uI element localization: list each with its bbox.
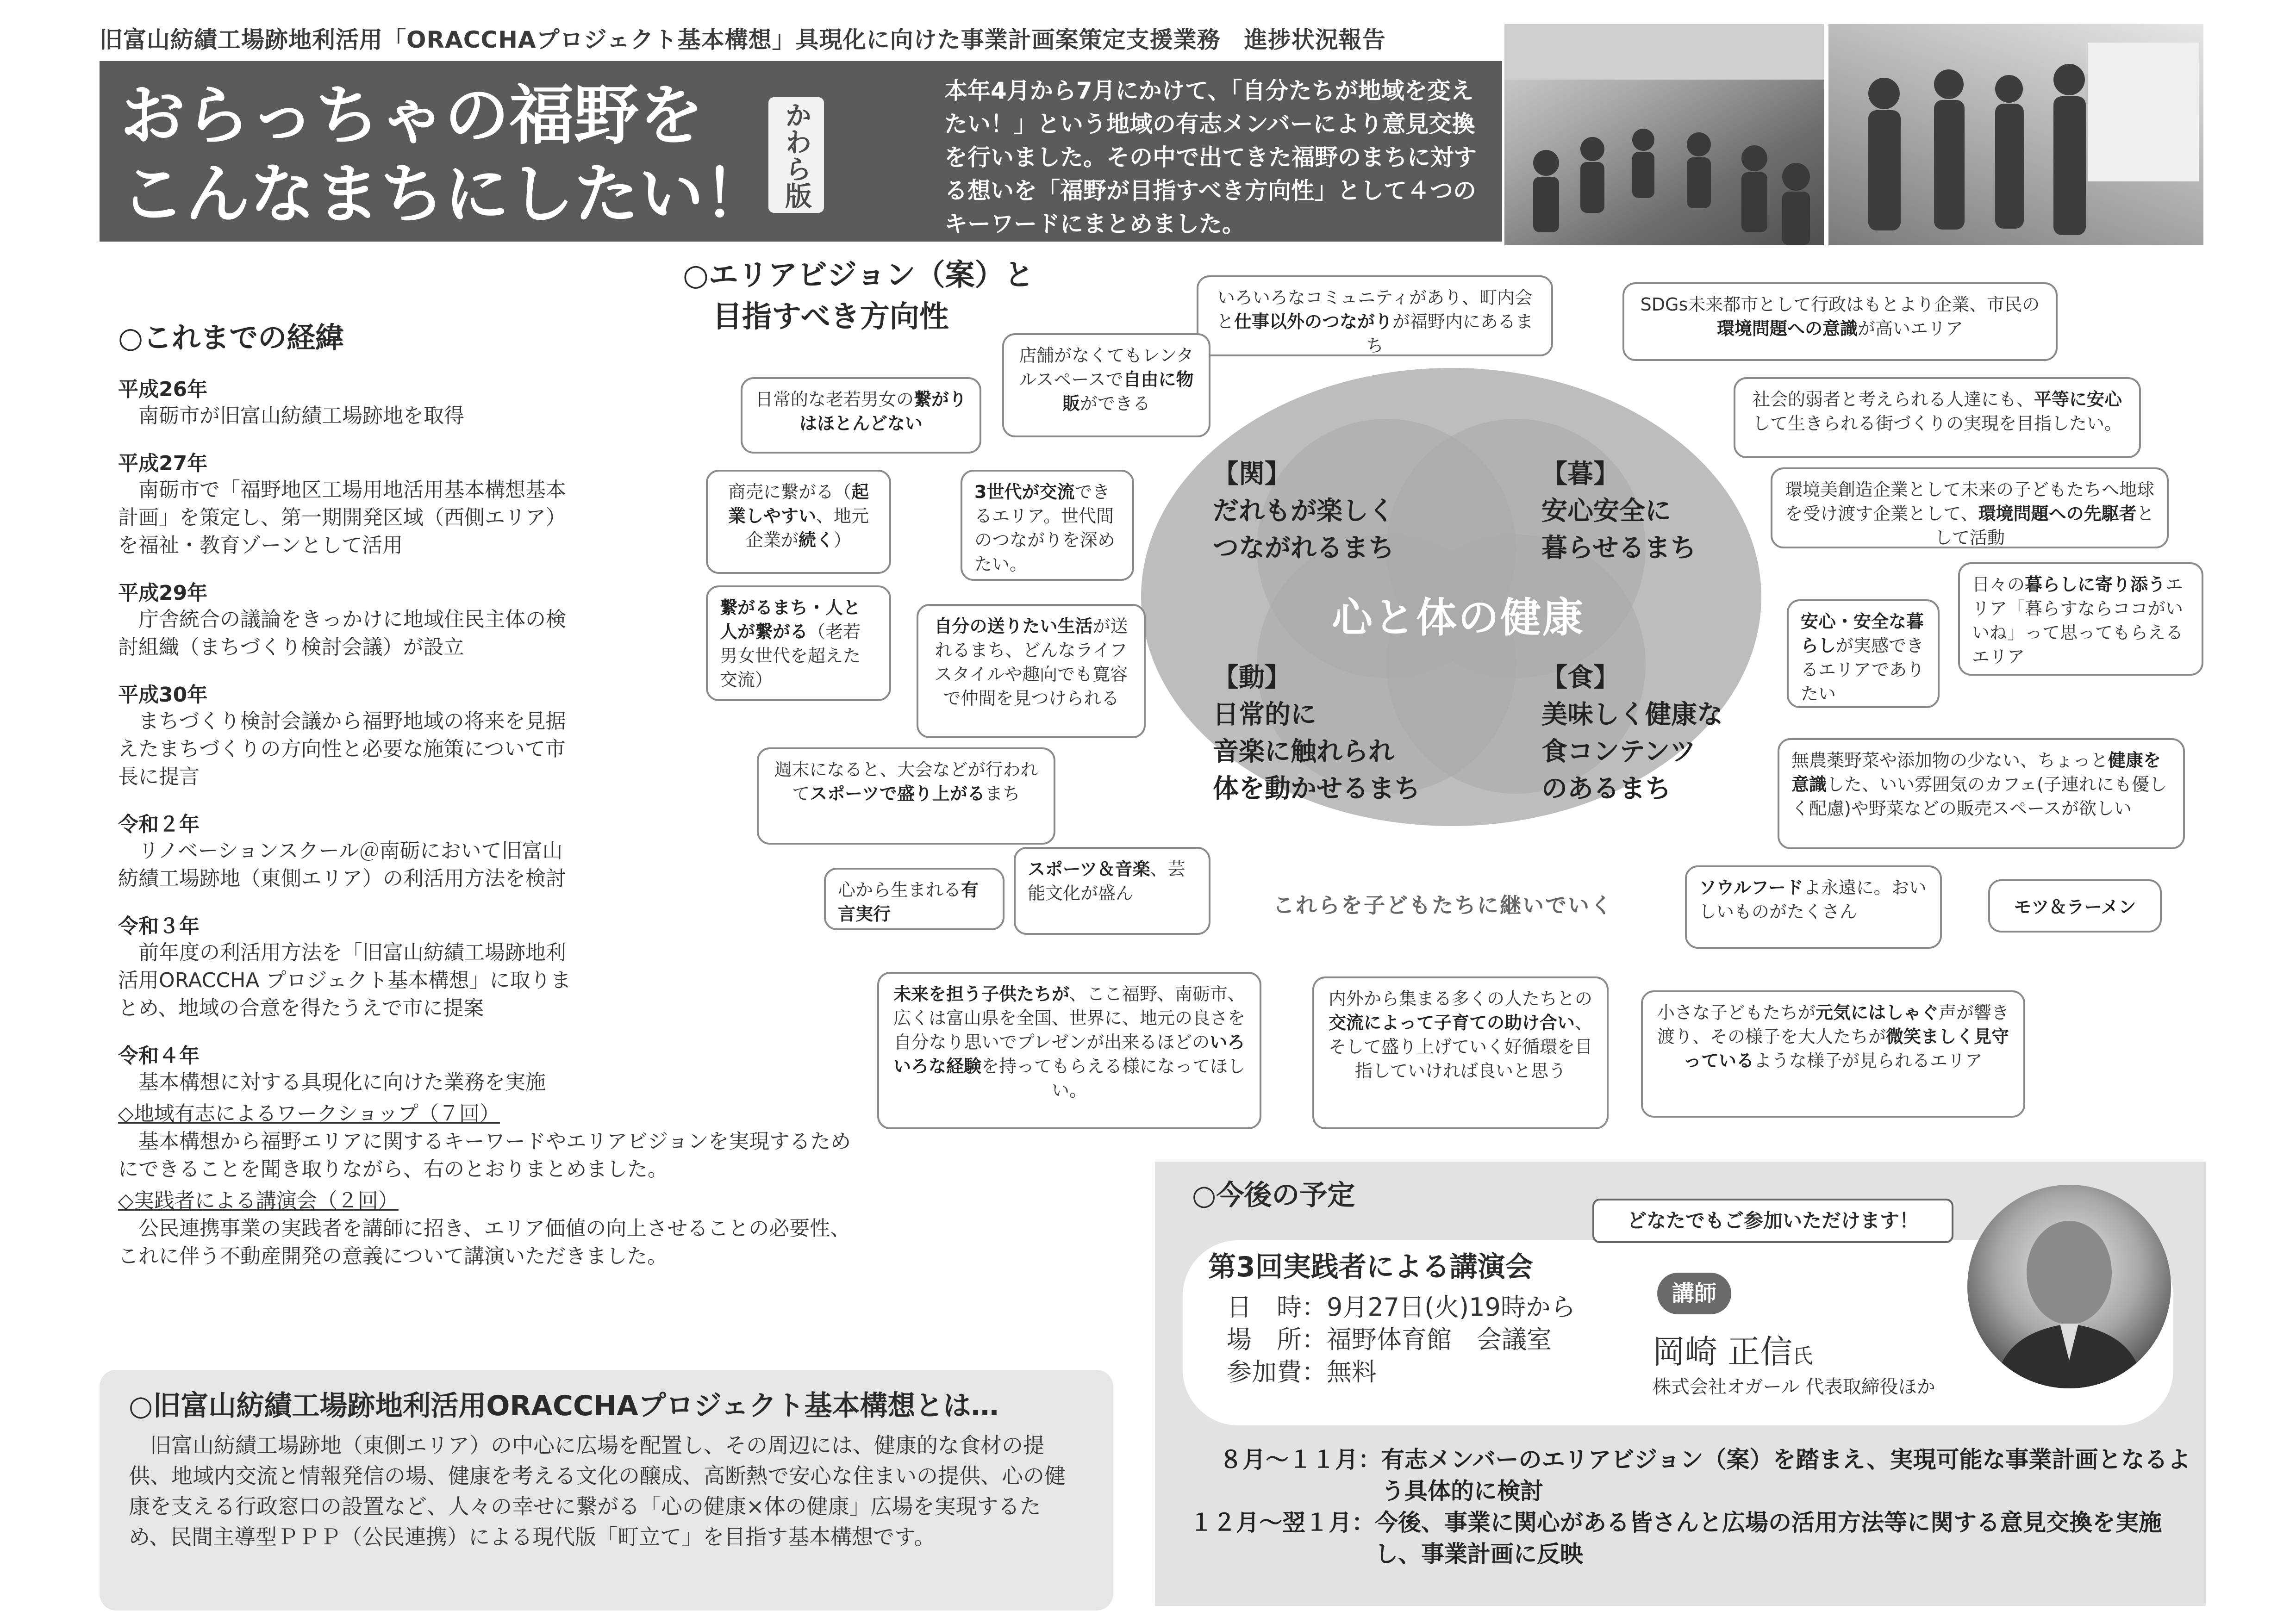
quadrant-tag: 【食】 [1541, 663, 1619, 693]
about-body: 旧富山紡績工場跡地（東側エリア）の中心に広場を配置し、その周辺には、健康的な食材の提供、地域内交流と情報発信の場、健康を考える文化の醸成、高断熱で安心な住まいの提供、心の健康を支える行政窓口の設置など、人々の幸せに繋がる「心の健康×体の健康」広場を実現するため、民間主導型ＰＰＰ（公民連携）による現代版「町立て」を目指す基本構想です。 [129, 1433, 1066, 1549]
plan-period: １２月～翌１月： [1190, 1509, 1375, 1536]
quadrant-line: だれもが楽しく [1213, 496, 1394, 526]
lecture-fee [1227, 1356, 1576, 1388]
workshop-photo-figure [1504, 24, 1824, 245]
fee-label: 参加費： [1227, 1357, 1327, 1387]
quadrant-shoku [1541, 659, 1723, 808]
history-text: 庁舎統合の議論をきっかけに地域住民主体の検討組織（まちづくり検討会議）が設立 [118, 608, 566, 659]
about-title: ○旧富山紡績工場跡地利活用ORACCHAプロジェクト基本構想とは… [129, 1390, 999, 1422]
workshop-text: 基本構想から福野エリアに関するキーワードやエリアビジョンを実現するためにできることを聞き取りながら、右のとおりまとめました。 [118, 1130, 851, 1181]
history-text: 前年度の利活用方法を「旧富山紡績工場跡地利活用ORACCHA プロジェクト基本構想」に取りまとめ、地域の合意を得たうえで市に提案 [118, 941, 571, 1020]
fee-value: 無料 [1327, 1357, 1377, 1387]
history-year: 令和３年 [118, 914, 200, 938]
history-text: リノベーションスクール＠南砺において旧富山紡績工場跡地（東側エリア）の利活用方法を検討 [118, 839, 566, 890]
history-text: まちづくり検討会議から福野地域の将来を見据えたまちづくりの方向性と必要な施策について市長に提言 [118, 709, 566, 789]
history-section [118, 315, 859, 1270]
quadrant-kan [1213, 456, 1394, 567]
join-note: どなたでもご参加いただけます！ [1592, 1199, 1953, 1243]
bubble-sports-music: スポーツ＆音楽、芸能文化が盛ん [1014, 847, 1210, 935]
place-value: 福野体育館 会議室 [1327, 1325, 1552, 1354]
pass-on-caption: これらを子どもたちに継いでいく [1273, 893, 1613, 918]
place-label: 場 所： [1227, 1325, 1327, 1354]
bubble-community: いろいろなコミュニティがあり、町内会と仕事以外のつながりが福野内にあるまち [1197, 275, 1553, 356]
speaker-honorific: 氏 [1792, 1344, 1813, 1368]
bubble-rental: 店舗がなくてもレンタルスペースで自由に物販ができる [1002, 333, 1210, 437]
history-year: 令和２年 [118, 813, 200, 836]
history-entry [118, 909, 859, 1022]
quadrant-line: 日常的に [1213, 700, 1316, 730]
speaker-portrait-figure [1967, 1185, 2171, 1388]
workshop-photo [1504, 24, 1824, 245]
history-year: 平成27年 [118, 452, 208, 475]
bubble-business: 商売に繋がる（起業しやすい、地元企業が続く） [706, 470, 891, 574]
plan-text: 今後、事業に関心がある皆さんと広場の活用方法等に関する意見交換を実施し、事業計画に反映 [1375, 1509, 2162, 1567]
bubble-childcare: 内外から集まる多くの人たちとの交流によって子育ての助け合い、そして盛り上げていく好循環を目指していければ良いと思う [1312, 976, 1609, 1129]
lecture-title: 第3回実践者による講演会 [1208, 1251, 1533, 1283]
discussion-photo-figure [1828, 24, 2203, 245]
speaker-badge: 講師 [1657, 1273, 1731, 1314]
lecture-date [1227, 1291, 1576, 1324]
edition-tag: かわら版 [768, 97, 824, 213]
quadrant-line: のあるまち [1541, 774, 1671, 804]
bubble-cafe: 無農薬野菜や添加物の少ない、ちょっと健康を意識した、いい雰囲気のカフェ(子連れにも優しく配慮)や野菜などの販売スペースが欲しい [1778, 738, 2185, 849]
bubble-own-life: 自分の送りたい生活が送れるまち、どんなライフスタイルや趣向でも寛容で仲間を見つけられる [917, 604, 1146, 738]
history-year: 平成30年 [118, 683, 208, 707]
quadrant-line: つながれるまち [1213, 533, 1394, 563]
speaker-name [1653, 1326, 1813, 1373]
history-entry [118, 808, 859, 893]
history-year: 令和４年 [118, 1044, 200, 1068]
future-plans [1190, 1444, 2199, 1570]
hero-title-line2: こんなまちにしたい！ [120, 157, 769, 232]
bubble-heart: 心から生まれる有言実行 [824, 868, 1004, 930]
plan-text: 有志メンバーのエリアビジョン（案）を踏まえ、実現可能な事業計画となるよう具体的に検討 [1381, 1446, 2191, 1505]
vision-heading-line2: 目指すべき方向性 [712, 300, 949, 334]
report-title: 旧富山紡績工場跡地利活用「ORACCHAプロジェクト基本構想」具現化に向けた事業計画案策定支援業務 進捗状況報告 [100, 26, 1386, 53]
quadrant-line: 安心安全に [1541, 496, 1671, 526]
speaker-portrait [1967, 1185, 2171, 1388]
quadrant-line: 食コンテンツ [1541, 737, 1696, 767]
bubble-vulnerable: 社会的弱者と考えられる人達にも、平等に安心して生きられる街づくりの実現を目指したい。 [1734, 377, 2141, 458]
bubble-soul-food: ソウルフードよ永遠に。おいしいものがたくさん [1685, 865, 1942, 949]
bubble-sdgs: SDGs未来都市として行政はもとより企業、市民の環境問題への意識が高いエリア [1622, 282, 2058, 361]
quadrant-line: 暮らせるまち [1541, 533, 1697, 563]
bubble-connect: 繋がるまち・人と人が繋がる（老若男女世代を超えた交流） [706, 585, 891, 701]
speaker-name-text: 岡崎 正信 [1653, 1333, 1793, 1371]
bubble-future-kids: 未来を担う子供たちが、ここ福野、南砺市、広くは富山県を全国、世界に、地元の良さを自分なり思いでプレゼンが出来るほどのいろいろな経験を持ってもらえる様になってほしい。 [877, 972, 1261, 1129]
quadrant-tag: 【動】 [1213, 663, 1291, 693]
lecture-details [1227, 1291, 1576, 1388]
vision-heading [683, 255, 1034, 338]
lecture-series-title: ◇実践者による講演会（２回） [118, 1189, 399, 1213]
discussion-photo [1828, 24, 2203, 245]
quadrant-line: 体を動かせるまち [1213, 774, 1420, 804]
hero-title [120, 77, 768, 234]
plan-period: ８月～１１月： [1219, 1446, 1381, 1473]
bubble-children-voice: 小さな子どもたちが元気にはしゃぐ声が響き渡り、その様子を大人たちが微笑ましく見守っているような様子が見られるエリア [1641, 990, 2025, 1118]
bubble-snuggle: 日々の暮らしに寄り添うエリア「暮らすならココがいいね」って思ってもらえるエリア [1958, 562, 2203, 676]
bubble-motsu: モツ＆ラーメン [1988, 879, 2162, 933]
quadrant-do [1213, 659, 1420, 808]
plan-row [1190, 1507, 2199, 1570]
date-label: 日 時： [1227, 1293, 1327, 1322]
quadrant-line: 美味しく健康な [1541, 700, 1723, 730]
quadrant-line: 音楽に触れられ [1213, 737, 1394, 767]
bubble-young-old: 日常的な老若男女の繋がりはほとんどない [741, 377, 981, 454]
vision-heading-line1: ○エリアビジョン（案）と [683, 258, 1034, 292]
quadrant-tag: 【関】 [1213, 459, 1291, 489]
lecture-series-text: 公民連携事業の実践者を講師に招き、エリア価値の向上させることの必要性、これに伴う不動産開発の意義について講演いただきました。 [118, 1217, 851, 1268]
center-keyword: 心と体の健康 [1331, 594, 1585, 641]
workshop-title: ◇地域有志によるワークショップ（７回） [118, 1102, 500, 1126]
bubble-safe-life: 安心・安全な暮らしが実感できるエリアでありたい [1787, 599, 1940, 708]
hero-intro: 本年4月から7月にかけて、「自分たちが地域を変えたい！」という地域の有志メンバーにより意見交換を行いました。その中で出てきた福野のまちに対する想いを「福野が目指すべき方向性」として４つのキーワードにまとめました。 [944, 77, 1477, 237]
speaker-affiliation: 株式会社オガール 代表取締役ほか [1653, 1376, 1935, 1398]
history-entry [118, 1039, 859, 1096]
bubble-three-generations: 3世代が交流できるエリア。世代間のつながりを深めたい。 [961, 470, 1134, 581]
history-text: 基本構想に対する具現化に向けた業務を実施 [138, 1070, 546, 1094]
plan-row [1190, 1444, 2199, 1507]
lecture-place [1227, 1324, 1576, 1356]
history-year: 平成29年 [118, 581, 208, 605]
bubble-sports-weekend: 週末になると、大会などが行われてスポーツで盛り上がるまち [757, 747, 1055, 845]
quadrant-tag: 【暮】 [1541, 459, 1619, 489]
schedule-heading: ○今後の予定 [1192, 1179, 1355, 1212]
history-heading: ○これまでの経緯 [118, 321, 344, 354]
history-text: 南砺市で「福野地区工場用地活用基本構想基本計画」を策定し、第一期開発区域（西側エリア）を福祉・教育ゾーンとして活用 [118, 478, 566, 557]
hero-title-line1: おらっちゃの福野を [120, 78, 704, 154]
date-value: 9月27日(火)19時から [1327, 1293, 1576, 1322]
bubble-env-pioneer: 環境美創造企業として未来の子どもたちへ地球を受け渡す企業として、環境問題への先駆者として活動 [1771, 467, 2169, 548]
quadrant-bo [1541, 456, 1696, 567]
history-year: 平成26年 [118, 378, 208, 401]
history-text: 南砺市が旧富山紡績工場跡地を取得 [138, 404, 464, 428]
